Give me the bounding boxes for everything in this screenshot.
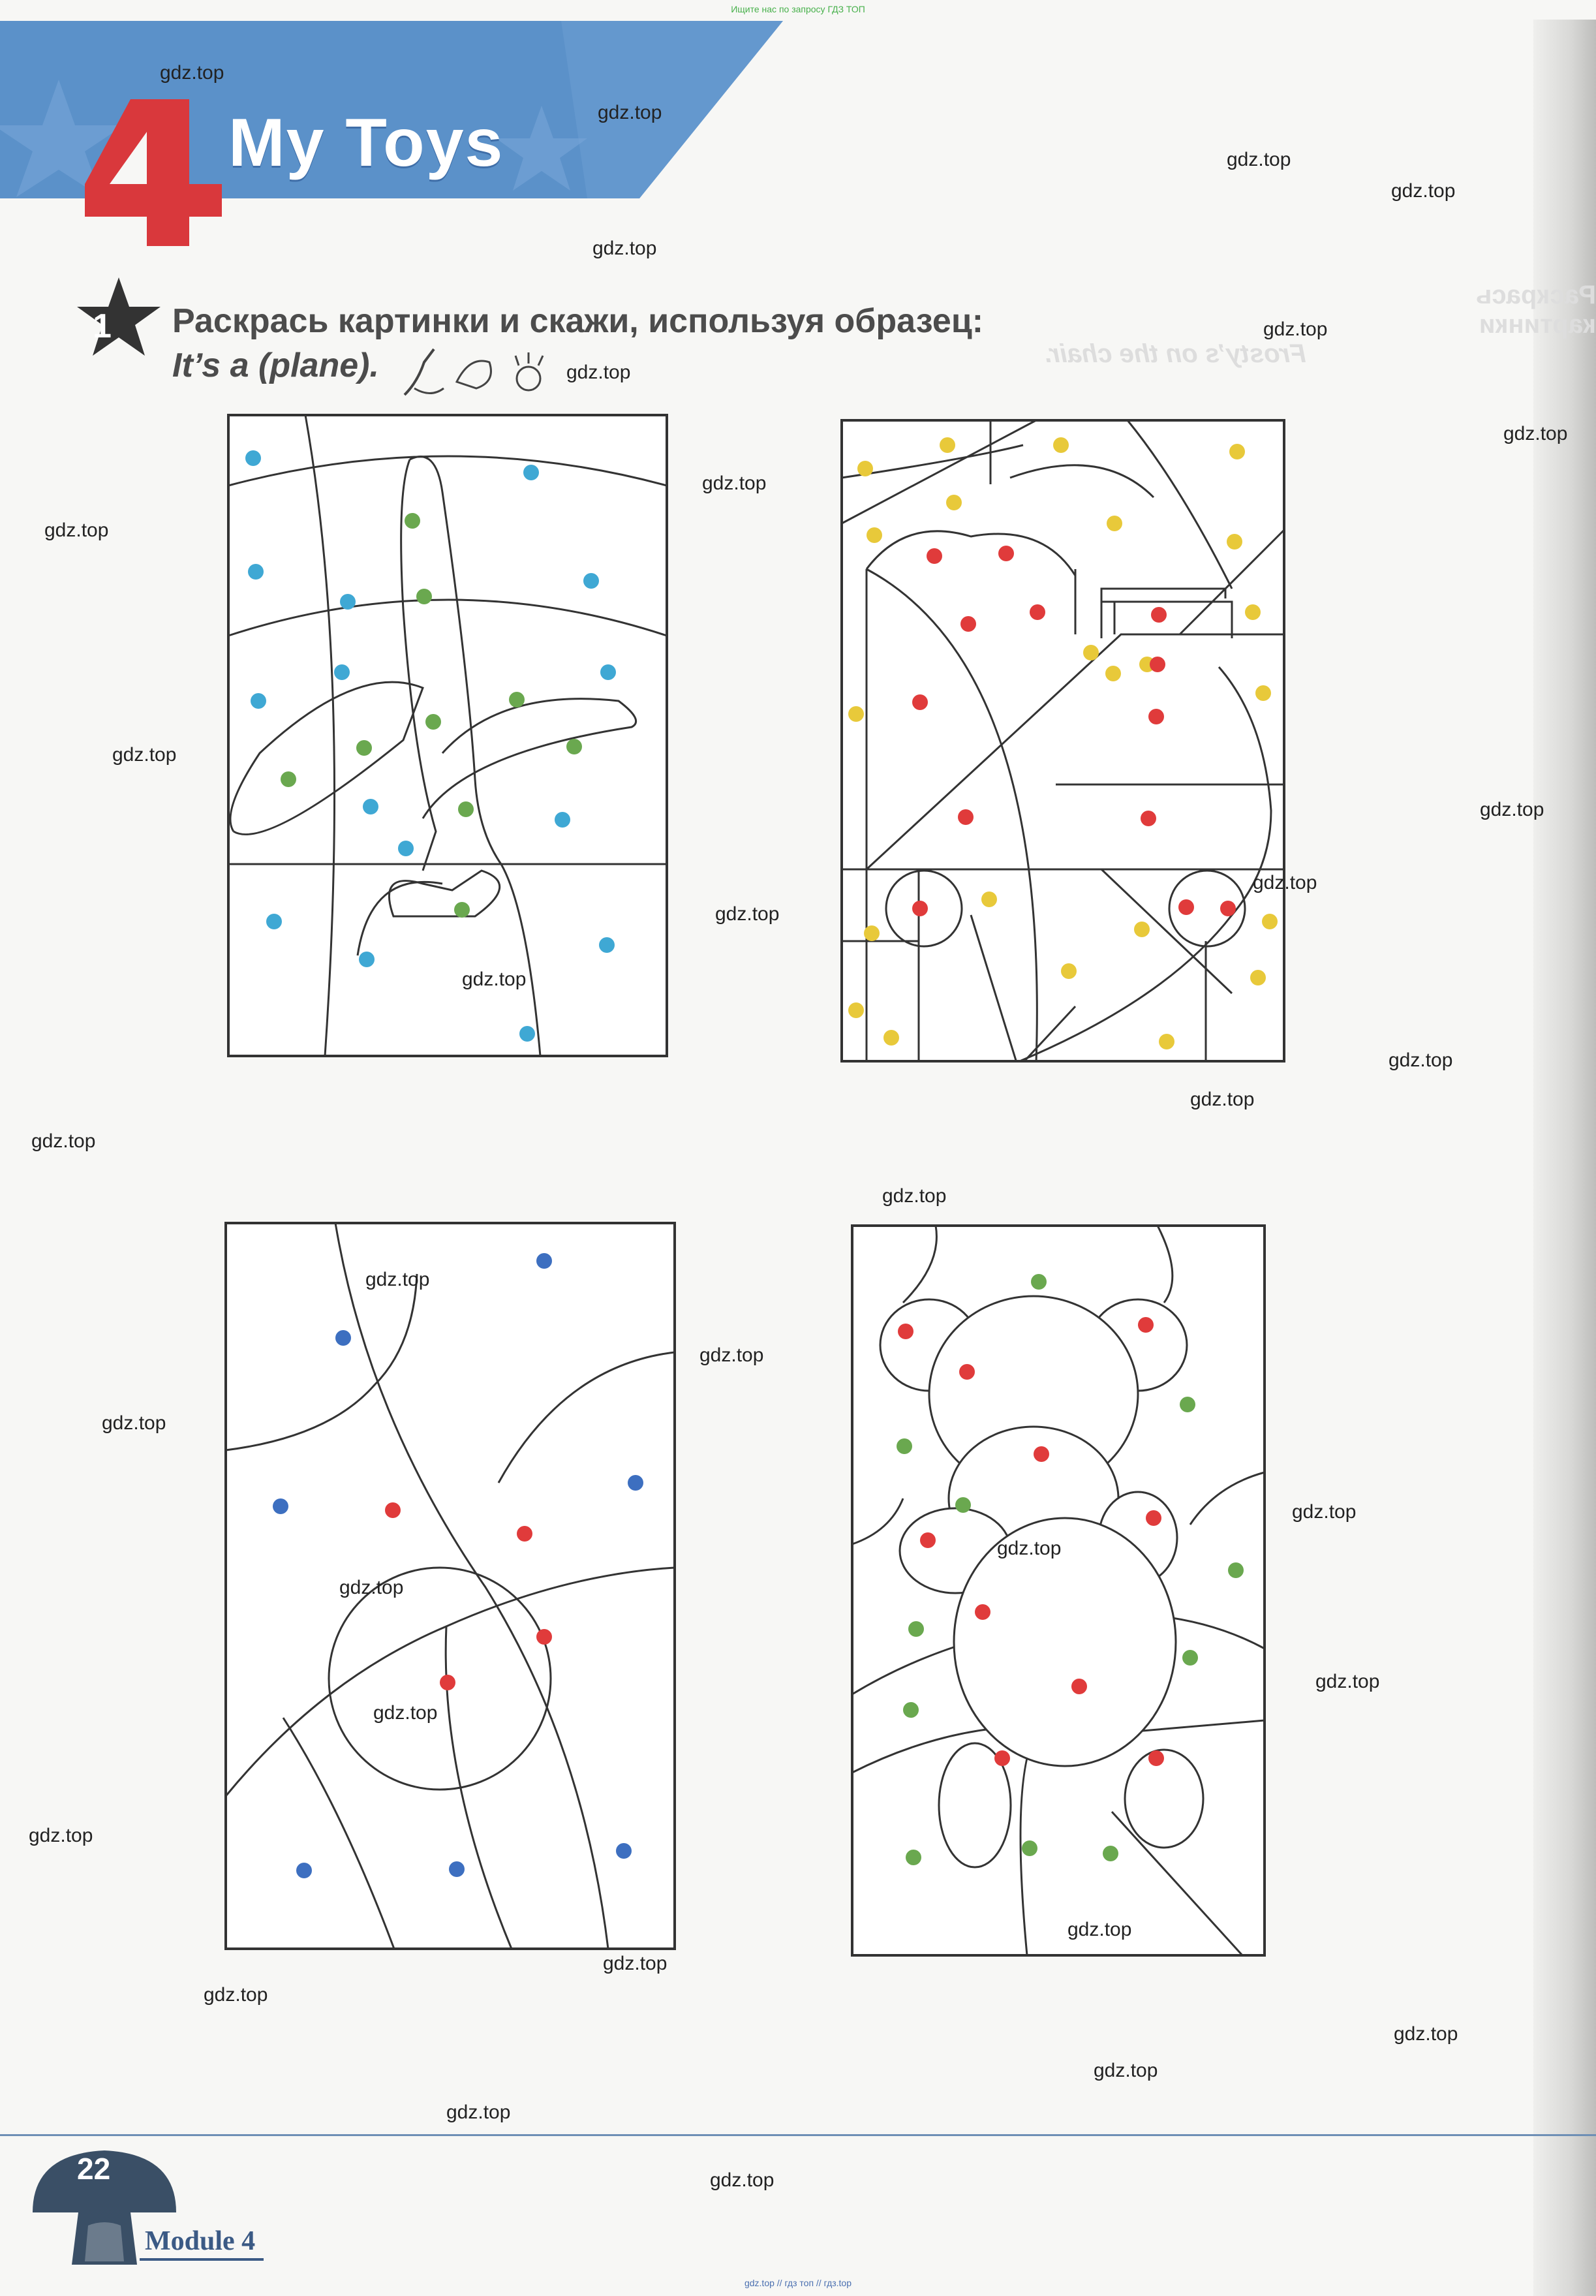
watermark: gdz.top — [102, 1412, 166, 1434]
task-number-star-icon — [73, 274, 164, 365]
watermark: gdz.top — [112, 744, 177, 766]
watermark: gdz.top — [1389, 1049, 1453, 1071]
watermark: gdz.top — [598, 102, 662, 123]
watermark: gdz.top — [373, 1702, 438, 1724]
watermark: gdz.top — [1227, 149, 1291, 170]
watermark: gdz.top — [1190, 1089, 1255, 1110]
watermark: gdz.top — [715, 903, 780, 925]
watermark: gdz.top — [1253, 872, 1317, 893]
show-through-text: Раскрась картинки — [1475, 281, 1596, 339]
watermark: gdz.top — [997, 1538, 1062, 1559]
module-underline — [140, 2258, 264, 2261]
footer-note: gdz.top // гдз топ // гдз.top — [744, 2278, 852, 2288]
train-picture — [840, 419, 1285, 1063]
watermark: gdz.top — [603, 1953, 668, 1974]
watermark: gdz.top — [1263, 318, 1328, 340]
task-number: 1 — [93, 307, 112, 345]
watermark: gdz.top — [710, 2169, 775, 2191]
watermark: gdz.top — [1292, 1501, 1357, 1523]
watermark: gdz.top — [699, 1344, 764, 1366]
colour-and-speak-icon — [398, 343, 548, 401]
watermark: gdz.top — [29, 1825, 93, 1846]
watermark: gdz.top — [1480, 799, 1544, 820]
watermark: gdz.top — [1503, 423, 1568, 444]
teddy-bear-picture — [851, 1224, 1266, 1957]
task-title: Раскрась картинки и скажи, используя образец: — [172, 302, 984, 340]
page-number: 22 — [77, 2152, 111, 2186]
watermark: gdz.top — [44, 520, 109, 541]
page-spine-shadow — [1533, 20, 1596, 2296]
watermark: gdz.top — [1067, 1919, 1132, 1940]
task-example: It’s a (plane). — [172, 347, 379, 384]
unit-title: My Toys — [228, 105, 504, 181]
watermark: gdz.top — [204, 1984, 268, 2006]
show-through-text: Frosty’s on the chair. — [1044, 339, 1306, 368]
watermark: gdz.top — [339, 1577, 404, 1598]
watermark: gdz.top — [462, 969, 527, 990]
watermark: gdz.top — [31, 1130, 96, 1152]
watermark: gdz.top — [566, 362, 631, 383]
watermark: gdz.top — [1315, 1671, 1380, 1692]
watermark: gdz.top — [882, 1185, 947, 1207]
watermark: gdz.top — [365, 1269, 430, 1290]
watermark: gdz.top — [446, 2102, 511, 2123]
module-label: Module 4 — [145, 2226, 256, 2256]
ball-picture — [224, 1222, 676, 1950]
plane-picture — [227, 414, 668, 1057]
watermark: gdz.top — [160, 62, 224, 84]
watermark: gdz.top — [1094, 2060, 1158, 2081]
watermark: gdz.top — [1394, 2023, 1458, 2045]
watermark: gdz.top — [1391, 180, 1456, 202]
footer-rule — [0, 2134, 1596, 2136]
header-note: Ищите нас по запросу ГДЗ ТОП — [731, 4, 865, 14]
watermark: gdz.top — [592, 238, 657, 259]
watermark: gdz.top — [702, 473, 767, 494]
